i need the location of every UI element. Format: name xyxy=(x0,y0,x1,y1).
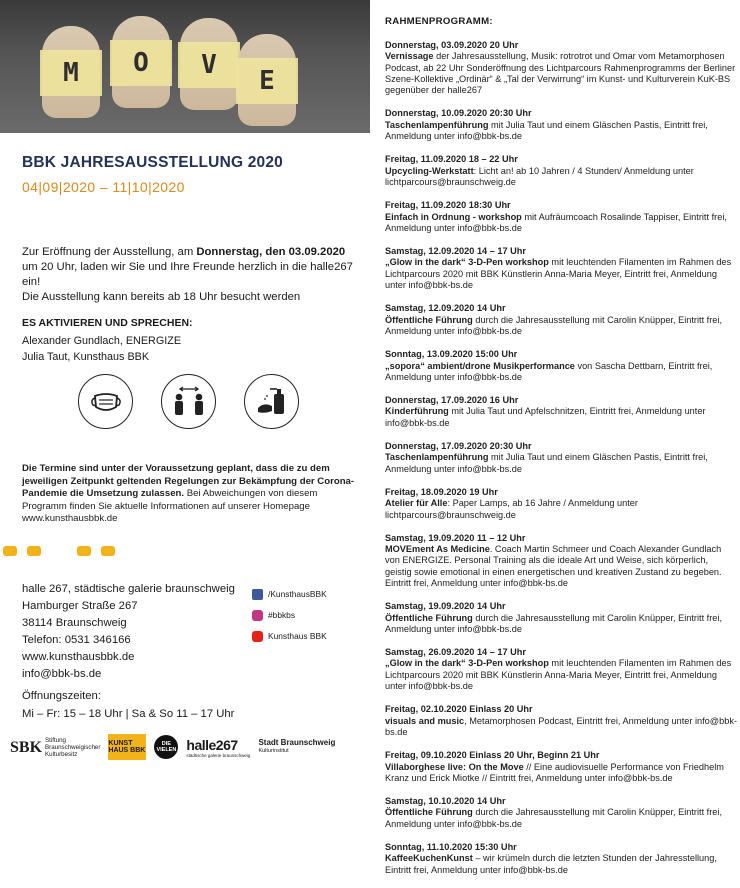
event-title: „Glow in the dark“ 3-D-Pen workshop xyxy=(385,257,549,268)
notice-bold: Die Termine sind unter der Voraussetzung geplant, dass die zu dem jeweiligen Zeitpunkt geltenden Regelungen zur Bekämpfung der Corona-Pandemie die Umsetzung zulassen. xyxy=(22,463,355,500)
event-title: Öffentliche Führung xyxy=(385,612,473,623)
event-date: Freitag, 02.10.2020 Einlass 20 Uhr xyxy=(385,704,533,715)
hours-text: Mi – Fr: 15 – 18 Uhr | Sa & So 11 – 17 Uhr xyxy=(22,708,235,720)
program-event xyxy=(385,533,737,589)
event-title: Einfach in Ordnung - workshop xyxy=(385,211,522,222)
event-text: // Eine audiovisuelle Performance von Friedhelm Kranz und Erick Miotke // Eintritt frei, Anmeldung unter info@bbk-bs.de xyxy=(385,761,724,783)
program-heading: RAHMENPROGRAMM: xyxy=(385,16,493,27)
intro-text xyxy=(22,245,362,305)
finger xyxy=(42,26,100,118)
program-event xyxy=(385,601,737,635)
program-event xyxy=(385,349,737,383)
program-event xyxy=(385,796,737,830)
event-title: „Glow in the dark“ 3-D-Pen workshop xyxy=(385,658,549,669)
page-title: BBK JAHRESAUSSTELLUNG 2020 xyxy=(22,154,284,171)
event-text: mit Julia Taut und Apfelschnitzen, Eintritt frei, Anmeldung unter info@bbk-bs.de xyxy=(385,406,706,428)
event-text: mit leuchtenden Filamenten im Rahmen des Lichtparcours 2020 mit BBK Künstlerin Anna-Maria Meyer, Eintritt frei, Anmeldung unter info@bbk-bs.de xyxy=(385,257,732,291)
program-event xyxy=(385,246,737,291)
event-date: Samstag, 19.09.2020 11 – 12 Uhr xyxy=(385,532,526,543)
event-date: Freitag, 11.09.2020 18:30 Uhr xyxy=(385,200,511,211)
sbk-text-line: Stiftung xyxy=(45,736,66,744)
event-date: Samstag, 12.09.2020 14 – 17 Uhr xyxy=(385,246,526,257)
event-date: Sonntag, 13.09.2020 15:00 Uhr xyxy=(385,349,518,360)
die-vielen-logo: DIE VIELEN xyxy=(154,735,178,759)
social-label: #bbkbs xyxy=(268,610,296,620)
social-instagram[interactable] xyxy=(252,605,327,626)
speaker: Julia Taut, Kunsthaus BBK xyxy=(22,351,150,363)
notice-rest: Bei Abweichungen von diesem Programm finden Sie aktuelle Informationen auf unserer Homepage www.kunsthausbbk.de xyxy=(22,488,318,525)
website-link[interactable]: www.kunsthausbbk.de xyxy=(22,651,135,663)
event-title: MOVEment As Medicine xyxy=(385,544,490,555)
program-event xyxy=(385,40,737,96)
event-title: Vernissage xyxy=(385,51,434,62)
event-text: mit Julia Taut und einem Gläschen Pastis, Eintritt frei, Anmeldung unter info@bbk-bs.de xyxy=(385,119,708,142)
program-event xyxy=(385,108,737,142)
event-title: Öffentliche Führung xyxy=(385,807,473,818)
event-date: Donnerstag, 17.09.2020 16 Uhr xyxy=(385,395,519,406)
event-text: , Metamorphosen Podcast, Eintritt frei, Anmeldung unter info@bbk-bs.de xyxy=(385,715,737,737)
speakers-list xyxy=(22,333,181,365)
finger xyxy=(180,18,238,110)
social-label: Kunsthaus BBK xyxy=(268,631,327,641)
program-event xyxy=(385,441,737,475)
event-title: visuals and music xyxy=(385,715,465,726)
speakers-heading: ES AKTIVIEREN UND SPRECHEN: xyxy=(22,317,193,329)
hours-heading: Öffnungszeiten: xyxy=(22,690,101,702)
event-text: mit leuchtenden Filamenten im Rahmen des Lichtparcours 2020 mit BBK Künstlerin Anna-Maria Meyer, Eintritt frei, Anmeldung unter info@bbk-bs.de xyxy=(385,658,732,692)
finger xyxy=(112,16,170,108)
tape-letter: M xyxy=(40,50,102,96)
event-title: Upcycling-Werkstatt xyxy=(385,165,474,176)
halle-name: halle267 xyxy=(186,736,238,753)
program-event xyxy=(385,303,737,337)
youtube-icon xyxy=(252,631,263,642)
program-event xyxy=(385,487,737,521)
event-text: durch die Jahresausstellung mit Carolin Knüpper, Eintritt frei, Anmeldung unter info@bbk-bs.de xyxy=(385,314,723,336)
mask-icon xyxy=(78,374,133,429)
event-date: Samstag, 12.09.2020 14 Uhr xyxy=(385,303,506,314)
social-label: /KunsthausBBK xyxy=(268,589,327,599)
event-date: Samstag, 10.10.2020 14 Uhr xyxy=(385,796,506,807)
program-event xyxy=(385,704,737,738)
speaker: Alexander Gundlach, ENERGIZE xyxy=(22,335,182,347)
address-line: halle 267, städtische galerie braunschweig xyxy=(22,583,235,595)
event-date: Freitag, 18.09.2020 19 Uhr xyxy=(385,486,498,497)
exhibition-dates: 04|09|2020 – 11|10|2020 xyxy=(22,179,185,195)
kunsthaus-logo: KUNST HAUS BBK xyxy=(108,734,146,760)
event-text: – wir krümeln durch die letzten Stunden der Jahresstellung, Eintritt frei, Anmeldung unter info@bbk-bs.de xyxy=(385,853,717,875)
event-title: „sopora“ ambient/drone Musikperformance xyxy=(385,360,575,371)
event-title: Atelier für Alle xyxy=(385,498,448,509)
event-text: der Jahresausstellung, Musik: rotrotrot und Omar vom Metamorphosen Podcast, ab 22 Uhr Sonderöffnung des Lichtparcours Rahmenprogramms der Berliner Szene-Kollektive „Ordinär“ & „Tal der Verwirrung“ im Kunst- und Kulturverein KuK-BS gegenüber der halle267 xyxy=(385,51,736,96)
event-title: Taschenlampenführung xyxy=(385,452,489,463)
distance-icon xyxy=(161,374,216,429)
program-event xyxy=(385,842,737,876)
social-facebook[interactable] xyxy=(252,584,327,605)
event-date: Samstag, 19.09.2020 14 Uhr xyxy=(385,601,506,612)
email-link[interactable]: info@bbk-bs.de xyxy=(22,668,102,680)
halle267-logo xyxy=(186,737,250,758)
hero-image xyxy=(0,0,370,133)
event-title: Taschenlampenführung xyxy=(385,119,489,130)
tape-letter: E xyxy=(236,58,298,104)
address-line: 38114 Braunschweig xyxy=(22,617,127,629)
event-text: von Sascha Dettbarn, Eintritt frei, Anmeldung unter info@bbk-bs.de xyxy=(385,360,713,382)
phone: Telefon: 0531 346166 xyxy=(22,634,131,646)
sbk-mark: SBK xyxy=(10,738,43,756)
event-text: durch die Jahresausstellung mit Carolin Knüpper, Eintritt frei, Anmeldung unter info@bbk-bs.de xyxy=(385,807,723,829)
event-date: Donnerstag, 10.09.2020 20:30 Uhr xyxy=(385,108,532,119)
event-title: Villaborghese live: On the Move xyxy=(385,761,524,772)
program-event xyxy=(385,647,737,692)
intro-part: Die Ausstellung kann bereits ab 18 Uhr besucht werden xyxy=(22,291,301,303)
partner-logos xyxy=(10,734,335,760)
program-list xyxy=(385,40,737,888)
halle-sub: städtische galerie braunschweig xyxy=(186,752,251,758)
event-date: Donnerstag, 03.09.2020 20 Uhr xyxy=(385,40,519,50)
hand-sanitizer-icon xyxy=(244,374,299,429)
finger xyxy=(238,34,296,126)
event-title: Öffentliche Führung xyxy=(385,314,473,325)
sbk-text-line: Braunschweigischer xyxy=(45,743,101,751)
event-text: : Paper Lamps, ab 16 Jahre / Anmeldung unter lichtparcours@braunschweig.de xyxy=(385,498,638,520)
tape-letter: O xyxy=(110,40,172,86)
event-title: Kinderführung xyxy=(385,406,449,417)
quote-mark-icon xyxy=(3,546,115,556)
event-text: mit Julia Taut und einem Gläschen Pastis, Eintritt frei, Anmeldung unter info@bbk-bs.de xyxy=(385,452,708,474)
intro-part: um 20 Uhr, laden wir Sie und Ihre Freunde herzlich in die halle267 ein! xyxy=(22,261,353,288)
social-youtube[interactable] xyxy=(252,626,327,647)
sbk-text xyxy=(45,737,100,758)
hygiene-icons xyxy=(78,374,299,429)
event-text: mit Aufräumcoach Rosalinde Tappiser, Eintritt frei, Anmeldung unter info@bbk-bs.de xyxy=(385,211,727,233)
stadt-braunschweig-logo xyxy=(258,738,335,756)
event-date: Sonntag, 11.10.2020 15:30 Uhr xyxy=(385,842,517,853)
program-event xyxy=(385,395,737,429)
notice-text xyxy=(22,463,360,526)
program-event xyxy=(385,154,737,188)
social-links xyxy=(252,584,327,647)
address-line: Hamburger Straße 267 xyxy=(22,600,138,612)
event-text: durch die Jahresausstellung mit Carolin Knüpper, Eintritt frei, Anmeldung unter info@bbk-bs.de xyxy=(385,612,723,634)
stadt-name: Stadt Braunschweig xyxy=(258,738,336,747)
event-text: : Licht an! ab 10 Jahren / 4 Stunden/ Anmeldung unter lichtparcours@braunschweig.de xyxy=(385,165,694,187)
event-date: Samstag, 26.09.2020 14 – 17 Uhr xyxy=(385,647,526,658)
event-date: Freitag, 09.10.2020 Einlass 20 Uhr, Beginn 21 Uhr xyxy=(385,750,600,761)
program-event xyxy=(385,750,737,784)
sbk-text-line: Kulturbesitz xyxy=(45,750,78,758)
event-date: Freitag, 11.09.2020 18 – 22 Uhr xyxy=(385,154,518,165)
program-event xyxy=(385,200,737,234)
address-block xyxy=(22,581,235,683)
event-date: Donnerstag, 17.09.2020 20:30 Uhr xyxy=(385,441,532,452)
sbk-logo xyxy=(10,737,100,758)
facebook-icon xyxy=(252,589,263,600)
event-text: . Coach Martin Schmeer und Coach Alexander Gundlach von ENERGIZE. Personal Training als die ideale Art und Weise, sich körperlich, geistig sowie emotional in einen energetischen und kreativen Zustand zu begeben. Eintritt frei, Anmeldung unter info@bbk-bs.de xyxy=(385,544,722,588)
intro-part: Zur Eröffnung der Ausstellung, am xyxy=(22,246,197,258)
stadt-sub: Kulturinstitut xyxy=(258,748,289,754)
instagram-icon xyxy=(252,610,263,621)
event-title: KaffeeKuchenKunst xyxy=(385,853,473,864)
tape-letter: V xyxy=(178,42,240,88)
intro-date: Donnerstag, den 03.09.2020 xyxy=(196,246,346,258)
